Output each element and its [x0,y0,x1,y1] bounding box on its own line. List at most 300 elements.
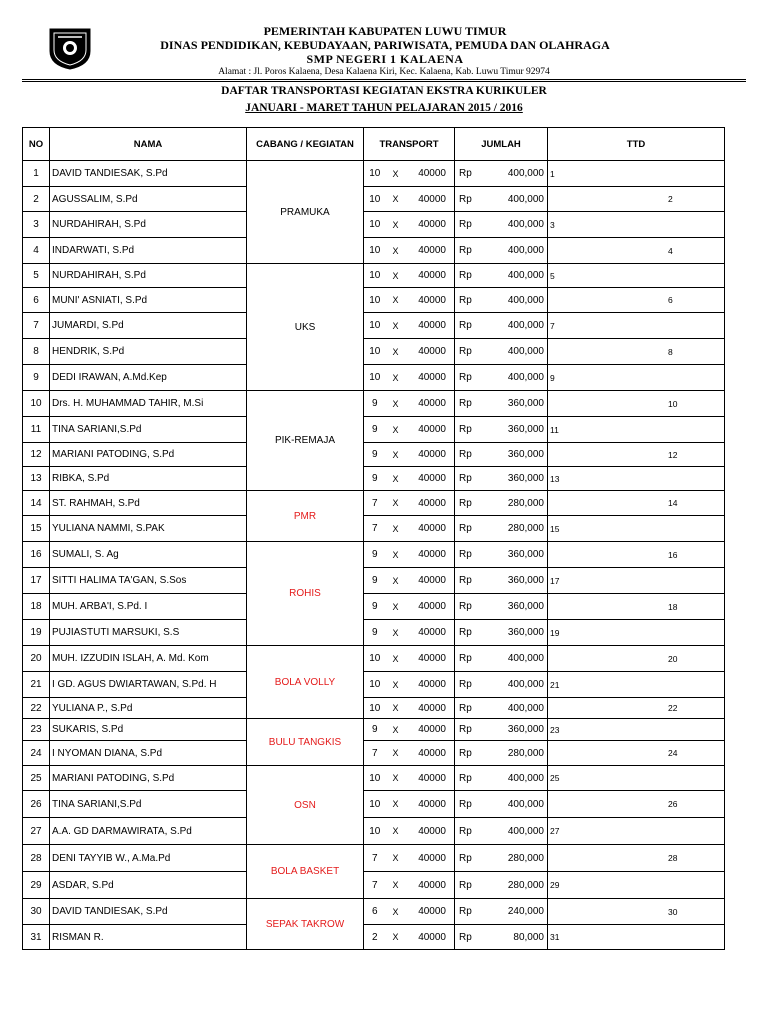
transport-quantity: 10 [364,212,386,238]
transport-quantity: 10 [364,288,386,313]
currency-label: Rp [455,161,483,187]
header-no: NO [23,128,50,161]
currency-label: Rp [455,238,483,264]
signature-number: 6 [668,295,673,305]
amount: 280,000 [483,516,548,542]
transport-rate: 40000 [406,264,455,288]
transport-rate: 40000 [406,238,455,264]
row-name: SITTI HALIMA TA'GAN, S.Sos [50,568,247,594]
activity-group: OSN [247,766,364,845]
signature-cell [548,417,725,443]
row-number: 10 [23,391,50,417]
currency-label: Rp [455,818,483,845]
row-number: 30 [23,899,50,925]
amount: 280,000 [483,872,548,899]
row-number: 18 [23,594,50,620]
signature-cell [548,467,725,491]
table-body [23,161,725,950]
row-number: 5 [23,264,50,288]
row-name: ST. RAHMAH, S.Pd [50,491,247,516]
row-name: AGUSSALIM, S.Pd [50,187,247,212]
header-nama: NAMA [50,128,247,161]
transport-rate: 40000 [406,391,455,417]
currency-label: Rp [455,845,483,872]
transport-times-sign: X [386,568,406,594]
table-row [23,491,725,516]
transport-times-sign: X [386,542,406,568]
row-name: YULIANA NAMMI, S.PAK [50,516,247,542]
table-header-row [23,128,725,161]
amount: 400,000 [483,766,548,791]
letterhead [100,24,670,66]
currency-label: Rp [455,391,483,417]
signature-number: 7 [550,320,555,331]
signature-cell [548,646,725,672]
transport-times-sign: X [386,818,406,845]
row-number: 11 [23,417,50,443]
signature-cell [548,516,725,542]
transport-quantity: 7 [364,872,386,899]
transport-rate: 40000 [406,339,455,365]
table-row [23,467,725,491]
row-name: MUH. IZZUDIN ISLAH, A. Md. Kom [50,646,247,672]
currency-label: Rp [455,925,483,950]
signature-cell [548,238,725,264]
transport-times-sign: X [386,845,406,872]
row-number: 15 [23,516,50,542]
row-name: MUNI' ASNIATI, S.Pd [50,288,247,313]
row-name: ASDAR, S.Pd [50,872,247,899]
row-name: JUMARDI, S.Pd [50,313,247,339]
row-number: 27 [23,818,50,845]
row-number: 3 [23,212,50,238]
transport-times-sign: X [386,516,406,542]
activity-group: PRAMUKA [247,161,364,264]
signature-cell [548,212,725,238]
signature-cell [548,620,725,646]
signature-number: 27 [550,826,560,836]
transport-quantity: 10 [364,672,386,698]
signature-number: 14 [668,498,678,508]
signature-number: 4 [668,245,673,256]
signature-number: 21 [550,679,560,690]
amount: 360,000 [483,542,548,568]
signature-cell [548,187,725,212]
table-row [23,365,725,391]
transport-times-sign: X [386,719,406,741]
signature-number: 13 [550,473,560,484]
amount: 360,000 [483,568,548,594]
table-row [23,161,725,187]
table-row [23,741,725,766]
transport-times-sign: X [386,594,406,620]
currency-label: Rp [455,568,483,594]
transport-rate: 40000 [406,594,455,620]
table-row [23,313,725,339]
school-address: Alamat : Jl. Poros Kalaena, Desa Kalaena Kiri, Kec. Kalaena, Kab. Luwu Timur 92974 [218,67,550,77]
amount: 360,000 [483,391,548,417]
activity-group: PMR [247,491,364,542]
transport-quantity: 9 [364,417,386,443]
table-row [23,766,725,791]
table-row [23,791,725,818]
document-title: DAFTAR TRANSPORTASI KEGIATAN EKSTRA KURIKULER [221,85,547,97]
row-number: 20 [23,646,50,672]
amount: 400,000 [483,339,548,365]
transport-rate: 40000 [406,791,455,818]
amount: 280,000 [483,845,548,872]
signature-number: 25 [550,773,560,783]
transport-quantity: 7 [364,491,386,516]
signature-number: 18 [668,601,678,612]
amount: 400,000 [483,313,548,339]
signature-number: 3 [550,219,555,230]
signature-number: 23 [550,724,560,735]
row-number: 1 [23,161,50,187]
header-line-3: SMP NEGERI 1 KALAENA [306,52,464,66]
signature-cell [548,672,725,698]
amount: 400,000 [483,365,548,391]
amount: 400,000 [483,672,548,698]
row-number: 14 [23,491,50,516]
signature-cell [548,766,725,791]
transport-rate: 40000 [406,925,455,950]
transport-quantity: 10 [364,339,386,365]
activity-group: BULU TANGKIS [247,719,364,766]
table-row [23,339,725,365]
amount: 400,000 [483,791,548,818]
amount: 400,000 [483,818,548,845]
header-rule-thin [22,81,746,82]
table-row [23,672,725,698]
transport-rate: 40000 [406,313,455,339]
currency-label: Rp [455,791,483,818]
transport-quantity: 7 [364,741,386,766]
currency-label: Rp [455,646,483,672]
transport-quantity: 10 [364,698,386,719]
row-name: I NYOMAN DIANA, S.Pd [50,741,247,766]
row-number: 24 [23,741,50,766]
signature-cell [548,872,725,899]
currency-label: Rp [455,288,483,313]
transport-times-sign: X [386,288,406,313]
transport-times-sign: X [386,741,406,766]
activity-group: BOLA BASKET [247,845,364,899]
transport-quantity: 9 [364,443,386,467]
row-number: 31 [23,925,50,950]
transport-rate: 40000 [406,620,455,646]
row-number: 21 [23,672,50,698]
currency-label: Rp [455,719,483,741]
signature-number: 16 [668,549,678,560]
row-name: DEDI IRAWAN, A.Md.Kep [50,365,247,391]
row-number: 28 [23,845,50,872]
table-row [23,872,725,899]
amount: 280,000 [483,741,548,766]
document-subtitle: JANUARI - MARET TAHUN PELAJARAN 2015 / 2016 [245,102,523,114]
transport-times-sign: X [386,443,406,467]
signature-cell [548,925,725,950]
amount: 360,000 [483,594,548,620]
row-number: 4 [23,238,50,264]
transport-rate: 40000 [406,845,455,872]
row-number: 23 [23,719,50,741]
row-number: 8 [23,339,50,365]
table-row [23,845,725,872]
transport-quantity: 10 [364,313,386,339]
signature-cell [548,698,725,719]
table-row [23,568,725,594]
transport-times-sign: X [386,391,406,417]
row-number: 22 [23,698,50,719]
amount: 400,000 [483,238,548,264]
transport-quantity: 9 [364,594,386,620]
signature-cell [548,443,725,467]
activity-group: BOLA VOLLY [247,646,364,719]
header-cabang: CABANG / KEGIATAN [247,128,364,161]
transport-quantity: 10 [364,161,386,187]
amount: 400,000 [483,212,548,238]
amount: 400,000 [483,187,548,212]
row-name: MUH. ARBA'I, S.Pd. I [50,594,247,620]
transport-rate: 40000 [406,568,455,594]
amount: 80,000 [483,925,548,950]
transport-times-sign: X [386,212,406,238]
row-name: A.A. GD DARMAWIRATA, S.Pd [50,818,247,845]
table-row [23,719,725,741]
signature-cell [548,542,725,568]
signature-number: 28 [668,853,678,863]
amount: 280,000 [483,491,548,516]
transport-quantity: 10 [364,646,386,672]
signature-cell [548,741,725,766]
row-number: 29 [23,872,50,899]
row-name: PUJIASTUTI MARSUKI, S.S [50,620,247,646]
activity-group: UKS [247,264,364,391]
signature-number: 26 [668,799,678,809]
currency-label: Rp [455,212,483,238]
row-number: 26 [23,791,50,818]
currency-label: Rp [455,620,483,646]
signature-cell [548,339,725,365]
transport-rate: 40000 [406,899,455,925]
activity-group: ROHIS [247,542,364,646]
transport-times-sign: X [386,925,406,950]
transport-quantity: 9 [364,391,386,417]
currency-label: Rp [455,417,483,443]
row-name: DAVID TANDIESAK, S.Pd [50,899,247,925]
currency-label: Rp [455,187,483,212]
transport-rate: 40000 [406,365,455,391]
transport-quantity: 9 [364,467,386,491]
transport-times-sign: X [386,698,406,719]
header-transport: TRANSPORT [364,128,455,161]
signature-number: 1 [550,168,555,179]
currency-label: Rp [455,313,483,339]
signature-number: 12 [668,449,678,460]
transport-rate: 40000 [406,516,455,542]
signature-cell [548,594,725,620]
currency-label: Rp [455,766,483,791]
transport-quantity: 6 [364,899,386,925]
table-row [23,212,725,238]
transport-times-sign: X [386,766,406,791]
transport-times-sign: X [386,313,406,339]
row-number: 13 [23,467,50,491]
currency-label: Rp [455,491,483,516]
row-name: Drs. H. MUHAMMAD TAHIR, M.Si [50,391,247,417]
transport-quantity: 9 [364,568,386,594]
transport-times-sign: X [386,872,406,899]
header-rule [22,79,746,80]
transport-rate: 40000 [406,161,455,187]
amount: 400,000 [483,698,548,719]
transport-rate: 40000 [406,766,455,791]
header-jumlah: JUMLAH [455,128,548,161]
row-number: 17 [23,568,50,594]
row-name: TINA SARIANI,S.Pd [50,791,247,818]
transport-quantity: 10 [364,238,386,264]
table-row [23,899,725,925]
amount: 240,000 [483,899,548,925]
currency-label: Rp [455,899,483,925]
signature-cell [548,818,725,845]
table-row [23,516,725,542]
transport-quantity: 10 [364,766,386,791]
transport-rate: 40000 [406,698,455,719]
row-name: DAVID TANDIESAK, S.Pd [50,161,247,187]
table-row [23,391,725,417]
amount: 360,000 [483,417,548,443]
row-name: HENDRIK, S.Pd [50,339,247,365]
header-line-1: PEMERINTAH KABUPATEN LUWU TIMUR [263,24,507,38]
table-row [23,698,725,719]
transport-rate: 40000 [406,443,455,467]
signature-number: 24 [668,748,678,758]
transport-times-sign: X [386,467,406,491]
signature-cell [548,161,725,187]
table-row [23,238,725,264]
transport-rate: 40000 [406,491,455,516]
row-number: 16 [23,542,50,568]
currency-label: Rp [455,467,483,491]
currency-label: Rp [455,672,483,698]
transport-quantity: 7 [364,845,386,872]
row-name: SUKARIS, S.Pd [50,719,247,741]
signature-number: 2 [668,194,673,204]
transport-quantity: 10 [364,187,386,212]
currency-label: Rp [455,594,483,620]
currency-label: Rp [455,443,483,467]
currency-label: Rp [455,872,483,899]
row-name: RISMAN R. [50,925,247,950]
currency-label: Rp [455,365,483,391]
transport-times-sign: X [386,264,406,288]
row-name: SUMALI, S. Ag [50,542,247,568]
signature-number: 17 [550,575,560,586]
table-row [23,264,725,288]
row-number: 9 [23,365,50,391]
signature-cell [548,791,725,818]
row-number: 2 [23,187,50,212]
signature-cell [548,313,725,339]
row-name: DENI TAYYIB W., A.Ma.Pd [50,845,247,872]
transport-rate: 40000 [406,417,455,443]
signature-cell [548,288,725,313]
row-name: RIBKA, S.Pd [50,467,247,491]
table-row [23,620,725,646]
signature-number: 20 [668,653,678,664]
transport-times-sign: X [386,339,406,365]
currency-label: Rp [455,264,483,288]
signature-number: 15 [550,523,560,534]
amount: 400,000 [483,264,548,288]
transport-times-sign: X [386,620,406,646]
transport-times-sign: X [386,899,406,925]
signature-cell [548,845,725,872]
transport-rate: 40000 [406,467,455,491]
transport-rate: 40000 [406,719,455,741]
transport-times-sign: X [386,791,406,818]
signature-number: 19 [550,627,560,638]
row-name: YULIANA P., S.Pd [50,698,247,719]
signature-cell [548,568,725,594]
row-name: NURDAHIRAH, S.Pd [50,264,247,288]
row-name: MARIANI PATODING, S.Pd [50,443,247,467]
activity-group: PIK-REMAJA [247,391,364,491]
signature-number: 5 [550,270,555,281]
row-number: 19 [23,620,50,646]
transport-quantity: 7 [364,516,386,542]
transport-rate: 40000 [406,542,455,568]
transport-times-sign: X [386,417,406,443]
transport-quantity: 9 [364,719,386,741]
signature-number: 10 [668,398,678,409]
row-number: 12 [23,443,50,467]
transport-times-sign: X [386,238,406,264]
transport-times-sign: X [386,646,406,672]
currency-label: Rp [455,698,483,719]
table-row [23,187,725,212]
transport-times-sign: X [386,161,406,187]
regency-logo [44,25,96,71]
signature-number: 31 [550,932,560,942]
transport-rate: 40000 [406,288,455,313]
transport-rate: 40000 [406,212,455,238]
table-row [23,818,725,845]
transport-rate: 40000 [406,741,455,766]
currency-label: Rp [455,542,483,568]
amount: 400,000 [483,288,548,313]
transport-rate: 40000 [406,187,455,212]
amount: 360,000 [483,467,548,491]
signature-cell [548,719,725,741]
signature-cell [548,365,725,391]
amount: 360,000 [483,620,548,646]
signature-number: 30 [668,906,678,917]
row-number: 7 [23,313,50,339]
transport-quantity: 10 [364,365,386,391]
transport-rate: 40000 [406,818,455,845]
signature-number: 8 [668,346,673,357]
table-row [23,542,725,568]
signature-number: 29 [550,880,560,890]
amount: 360,000 [483,719,548,741]
transport-rate: 40000 [406,872,455,899]
row-number: 6 [23,288,50,313]
activity-group: SEPAK TAKROW [247,899,364,950]
row-number: 25 [23,766,50,791]
